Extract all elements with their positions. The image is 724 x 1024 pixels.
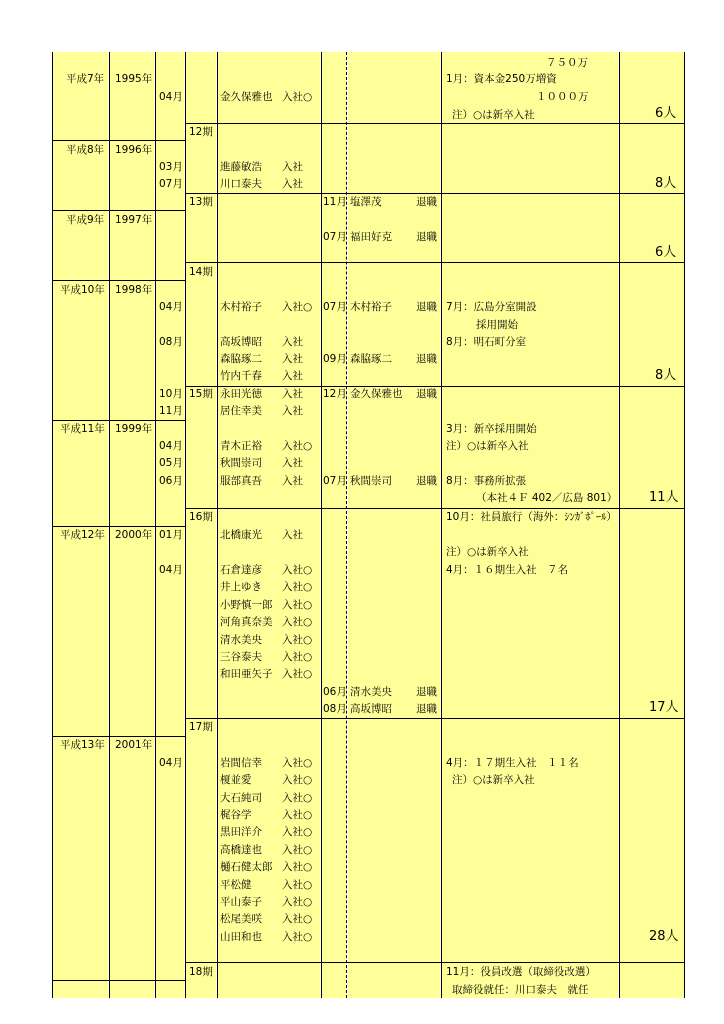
hire-name: 青木正裕 [220, 440, 262, 452]
hire-name: 大石純司 [220, 792, 262, 804]
month-cell: 03月 [159, 161, 183, 173]
retire-mark: 退職 [416, 388, 437, 400]
note-line: 注）○は新卒入社 [446, 546, 529, 558]
hire-name: 金久保雅也 [220, 91, 273, 103]
hire-mark: 入社○ [282, 879, 313, 891]
retire-name: 高坂博昭 [350, 703, 392, 715]
hire-name: 山田和也 [220, 931, 262, 943]
hire-mark: 入社 [282, 370, 303, 382]
note-line: 7月：広島分室開設 [446, 301, 537, 313]
hire-name: 森脇琢二 [220, 353, 262, 365]
era-cell: 平成10年 [60, 284, 105, 296]
note-line: ７５０万 [546, 57, 588, 69]
hire-name: 平松健 [220, 879, 252, 891]
retire-month: 09月 [323, 353, 347, 365]
period-cell: 17期 [189, 721, 213, 733]
retire-month: 07月 [323, 301, 347, 313]
headcount-cell: 17人 [649, 700, 679, 715]
retire-name: 秋間崇司 [350, 475, 392, 487]
month-cell: 07月 [159, 178, 183, 190]
hire-mark: 入社○ [282, 792, 313, 804]
hire-mark: 入社○ [282, 599, 313, 611]
retire-month: 12月 [323, 388, 347, 400]
retire-mark: 退職 [416, 686, 437, 698]
month-cell: 04月 [159, 91, 183, 103]
hire-mark: 入社○ [282, 809, 313, 821]
note-line: 8月：明石町分室 [446, 336, 527, 348]
note-line: 注）○は新卒入社 [446, 440, 529, 452]
headcount-cell: 28人 [649, 929, 679, 944]
hire-name: 黒田洋介 [220, 826, 262, 838]
hire-name: 井上ゆき [220, 581, 262, 593]
retire-name: 福田好克 [350, 231, 392, 243]
hire-name: 居住幸美 [220, 405, 262, 417]
hire-mark: 入社 [282, 161, 303, 173]
retire-month: 07月 [323, 231, 347, 243]
hire-name: 木村裕子 [220, 301, 262, 313]
hire-mark: 入社○ [282, 896, 313, 908]
hire-name: 松尾美咲 [220, 913, 262, 925]
retire-mark: 退職 [416, 231, 437, 243]
headcount-cell: 8人 [655, 176, 677, 191]
retire-month: 07月 [323, 475, 347, 487]
hire-name: 榎並愛 [220, 774, 252, 786]
year-cell: 1997年 [115, 214, 153, 226]
retire-mark: 退職 [416, 353, 437, 365]
note-line: １０００万 [536, 91, 589, 103]
note-line: 1月：資本金250万増資 [446, 73, 557, 85]
month-cell: 11月 [159, 405, 183, 417]
period-cell: 14期 [189, 266, 213, 278]
retire-name: 金久保雅也 [350, 388, 403, 400]
headcount-cell: 11人 [649, 490, 679, 505]
retire-month: 06月 [323, 686, 347, 698]
retire-mark: 退職 [416, 301, 437, 313]
hire-mark: 入社○ [282, 931, 313, 943]
retire-mark: 退職 [416, 196, 437, 208]
hire-mark: 入社○ [282, 913, 313, 925]
era-cell: 平成11年 [60, 423, 105, 435]
hire-name: 三谷泰夫 [220, 651, 262, 663]
retire-name: 森脇琢二 [350, 353, 392, 365]
hire-mark: 入社 [282, 336, 303, 348]
hire-mark: 入社○ [282, 826, 313, 838]
hire-mark: 入社○ [282, 844, 313, 856]
month-cell: 04月 [159, 564, 183, 576]
hire-mark: 入社○ [282, 564, 313, 576]
year-cell: 2000年 [115, 529, 153, 541]
hire-name: 石倉達彦 [220, 564, 262, 576]
hire-mark: 入社 [282, 178, 303, 190]
hire-name: 平山泰子 [220, 896, 262, 908]
retire-month: 08月 [323, 703, 347, 715]
year-cell: 1998年 [115, 284, 153, 296]
hire-mark: 入社○ [282, 668, 313, 680]
hire-mark: 入社 [282, 457, 303, 469]
year-cell: 1996年 [115, 144, 153, 156]
note-line: 取締役就任：川口泰夫 就任 [452, 984, 589, 996]
hire-name: 梶谷学 [220, 809, 252, 821]
hire-mark: 入社○ [282, 616, 313, 628]
note-line: 4月：１７期生入社 １１名 [446, 757, 579, 769]
note-line: 10月：社員旅行（海外：ｼﾝｶﾞﾎﾟｰﾙ） [446, 511, 617, 523]
hire-mark: 入社 [282, 475, 303, 487]
period-cell: 18期 [189, 966, 213, 978]
period-cell: 15期 [189, 388, 213, 400]
note-line: 注）○は新卒入社 [452, 774, 535, 786]
month-cell: 10月 [159, 388, 183, 400]
month-cell: 08月 [159, 336, 183, 348]
note-line: 8月：事務所拡張 [446, 475, 527, 487]
year-cell: 2001年 [115, 739, 153, 751]
hire-mark: 入社○ [282, 91, 313, 103]
note-line: 注）○は新卒入社 [452, 109, 535, 121]
retire-mark: 退職 [416, 475, 437, 487]
note-line: 3月：新卒採用開始 [446, 423, 537, 435]
retire-name: 木村裕子 [350, 301, 392, 313]
retire-mark: 退職 [416, 703, 437, 715]
year-cell: 1999年 [115, 423, 153, 435]
month-cell: 06月 [159, 475, 183, 487]
period-cell: 12期 [189, 126, 213, 138]
hire-mark: 入社 [282, 529, 303, 541]
month-cell: 05月 [159, 457, 183, 469]
hire-mark: 入社○ [282, 774, 313, 786]
note-line: 4月：１６期生入社 ７名 [446, 564, 569, 576]
hire-mark: 入社○ [282, 634, 313, 646]
retire-name: 塩澤茂 [350, 196, 382, 208]
hire-mark: 入社 [282, 353, 303, 365]
month-cell: 04月 [159, 301, 183, 313]
hire-name: 竹内千春 [220, 370, 262, 382]
year-column [110, 52, 154, 998]
hire-name: 樋石健太郎 [220, 861, 273, 873]
headcount-cell: 6人 [655, 245, 677, 260]
era-cell: 平成7年 [66, 73, 105, 85]
hire-mark: 入社○ [282, 651, 313, 663]
note-line: 11月：役員改選（取締役改選） [446, 966, 596, 978]
hire-name: 和田亜矢子 [220, 668, 273, 680]
month-cell: 04月 [159, 440, 183, 452]
month-column [156, 52, 184, 998]
note-line: 採用開始 [476, 319, 518, 331]
hire-mark: 入社○ [282, 301, 313, 313]
hire-name: 河角真奈美 [220, 616, 273, 628]
headcount-cell: 8人 [655, 368, 677, 383]
headcount-cell: 6人 [655, 106, 677, 121]
hire-name: 秋間崇司 [220, 457, 262, 469]
era-cell: 平成9年 [66, 214, 105, 226]
year-cell: 1995年 [115, 73, 153, 85]
hire-mark: 入社○ [282, 440, 313, 452]
hire-name: 清水美央 [220, 634, 262, 646]
hire-mark: 入社○ [282, 581, 313, 593]
era-column [52, 52, 108, 998]
era-cell: 平成13年 [60, 739, 105, 751]
period-cell: 16期 [189, 511, 213, 523]
hire-name: 川口泰夫 [220, 178, 262, 190]
era-cell: 平成8年 [66, 144, 105, 156]
retire-month: 11月 [323, 196, 347, 208]
hire-name: 小野慎一郎 [220, 599, 273, 611]
hire-name: 永田光徳 [220, 388, 262, 400]
month-cell: 04月 [159, 757, 183, 769]
period-cell: 13期 [189, 196, 213, 208]
hire-name: 高橋達也 [220, 844, 262, 856]
note-line: （本社４Ｆ 402／広島 801） [476, 492, 618, 504]
hire-mark: 入社 [282, 405, 303, 417]
hire-mark: 入社○ [282, 757, 313, 769]
hire-name: 北橋康光 [220, 529, 262, 541]
retire-name: 清水美央 [350, 686, 392, 698]
hire-mark: 入社○ [282, 861, 313, 873]
hire-name: 高坂博昭 [220, 336, 262, 348]
era-cell: 平成12年 [60, 529, 105, 541]
hire-name: 岩間信幸 [220, 757, 262, 769]
hire-name: 進藤敏浩 [220, 161, 262, 173]
hire-mark: 入社 [282, 388, 303, 400]
hire-name: 服部真吾 [220, 475, 262, 487]
month-cell: 01月 [159, 529, 183, 541]
